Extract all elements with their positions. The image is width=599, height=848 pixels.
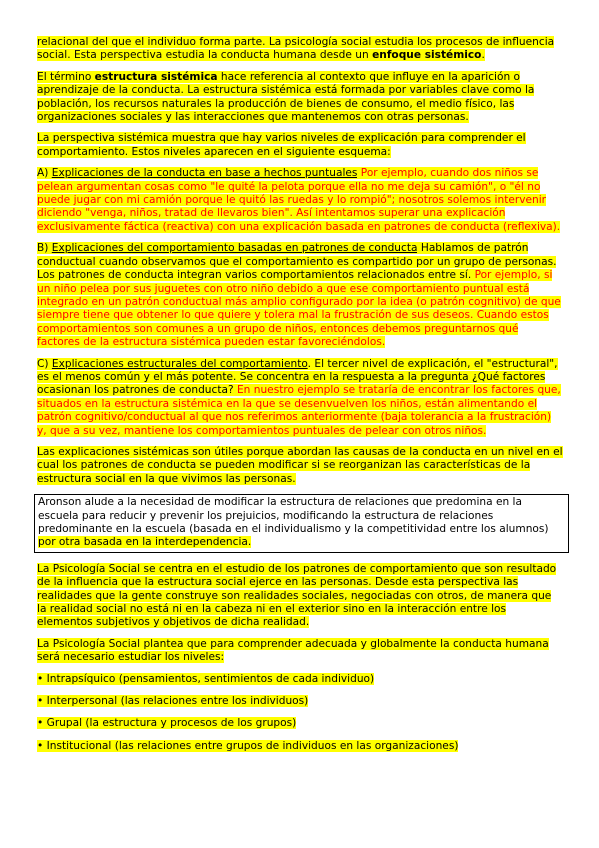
bullet-item bbox=[37, 717, 564, 730]
paragraph-psicologia-social bbox=[37, 563, 564, 630]
pa-prefix: A) bbox=[37, 167, 52, 180]
bullet-item bbox=[37, 673, 564, 686]
bullet-interpersonal: • Interpersonal (las relaciones entre los individuos) bbox=[37, 695, 309, 708]
p1-text: relacional del que el individuo forma parte. La psicología social estudia los procesos de influencia social. Esta perspectiva estudia la conducta humana desde un bbox=[37, 36, 555, 62]
document-page bbox=[37, 36, 564, 762]
pa-heading: Explicaciones de la conducta en base a hechos puntuales bbox=[51, 167, 358, 180]
paragraph-niveles bbox=[37, 132, 564, 159]
pb-example: Por ejemplo, si un niño pelea por sus juguetes con otro niño debido a que ese comportamiento puntual está integrado en un patrón conductual más amplio configurado por la idea (o patrón cognitivo) de que siempre tiene que obtener lo que quiere y tolera mal la frustración de sus deseos. Cuando estos comportamientos son comunes a un grupo de niños, entonces debemos preguntarnos qué factores de la estructura sistémica pueden estar favoreciéndolos. bbox=[37, 269, 561, 349]
pb-text: Hablamos de patrón conductual cuando observamos que el comportamiento es compartido por un grupo de personas. Los patrones de conducta integran varios comportamientos relacionados entre sí. bbox=[37, 242, 557, 282]
pc-heading: Explicaciones estructurales del comportamiento bbox=[51, 357, 308, 370]
pb-heading: Explicaciones del comportamiento basadas en patrones de conducta bbox=[51, 242, 418, 255]
p5-text: La Psicología Social se centra en el estudio de los patrones de comportamiento que son resultado de la influencia que la estructura social ejerce en las personas. Desde esta perspectiva las realidades que la gente construye son realidades sociales, negociadas con otros, de manera que la realidad social no está ni en la cabeza ni en el exterior sino en la interacción entre los elementos subjetivos y objetivos de dicha realidad. bbox=[37, 562, 557, 629]
paragraph-nivel-b bbox=[37, 242, 564, 349]
paragraph-enfoque-sistemico bbox=[37, 36, 564, 63]
pc-text: . El tercer nivel de explicación, el "estructural", es el menos común y el más potente. Se concentra en la respuesta a la pregunta ¿Qué factores ocasionan los patrones de conducta? bbox=[37, 357, 558, 397]
paragraph-niveles-estudio bbox=[37, 638, 564, 665]
paragraph-nivel-c bbox=[37, 358, 564, 438]
box-text: Aronson alude a la necesidad de modificar la estructura de relaciones que predomina en la escuela para reducir y prevenir los prejuicios, modificando la estructura de relaciones predominante en la escuela (basada en el individualismo y la competitividad entre los alumnos) bbox=[38, 496, 549, 535]
p1-text-end: . bbox=[481, 49, 485, 62]
p1-bold: enfoque sistémico bbox=[372, 49, 482, 62]
p2-text: El término bbox=[37, 70, 95, 83]
aronson-box bbox=[34, 494, 569, 553]
pb-prefix: B) bbox=[37, 242, 52, 255]
box-highlight: por otra basada en la interdependencia. bbox=[38, 536, 252, 549]
paragraph-nivel-a bbox=[37, 167, 564, 234]
pc-example: En nuestro ejemplo se trataría de encontrar los factores que, situados en la estructura sistémica en la que se desenvuelven los niños, están alimentando el patrón cognitivo/conductual al que nos referimos anteriormente (baja tolerancia a la frustración) y, que a su vez, mantiene los comportamientos puntuales de pelear con otros niños. bbox=[37, 384, 561, 437]
bullet-item bbox=[37, 695, 564, 708]
paragraph-estructura-sistemica bbox=[37, 71, 564, 125]
pa-example: Por ejemplo, cuando dos niños se pelean argumentan cosas como "le quité la pelota porque ella no me deja su camión", o "él no puede jugar con mi camión porque le quitó las ruedas y lo rompió"; nosotros solemos intervenir diciendo "venga, niños, tratad de llevaros bien". Así intentamos superar una explicación exclusivamente fáctica (reactiva) con una explicación basada en patrones de conducta (reflexiva). bbox=[37, 167, 561, 233]
p6-text: La Psicología Social plantea que para comprender adecuada y globalmente la conducta humana será necesario estudiar los niveles: bbox=[37, 637, 549, 664]
p2-bold: estructura sistémica bbox=[94, 70, 218, 83]
p3-text: La perspectiva sistémica muestra que hay varios niveles de explicación para comprender el comportamiento. Estos niveles aparecen en el siguiente esquema: bbox=[37, 132, 526, 158]
p2-text-end: hace referencia al contexto que influye en la aparición o aprendizaje de la conducta. La estructura sistémica está formada por variables clave como la población, los recursos naturales la producción de bienes de consumo, el medio físico, las organizaciones sociales y las interacciones que mantenemos con otras personas. bbox=[37, 70, 535, 124]
bullet-item bbox=[37, 740, 564, 753]
pc-prefix: C) bbox=[37, 357, 52, 370]
paragraph-explicaciones-sistemicas bbox=[37, 446, 564, 486]
bullet-intrapsiquico: • Intrapsíquico (pensamientos, sentimientos de cada individuo) bbox=[37, 672, 375, 685]
bullet-institucional: • Institucional (las relaciones entre grupos de individuos en las organizaciones) bbox=[37, 739, 459, 752]
p4-text: Las explicaciones sistémicas son útiles porque abordan las causas de la conducta en un nivel en el cual los patrones de conducta se pueden modificar si se reorganizan las características de la estructura social en la que vivimos las personas. bbox=[37, 445, 563, 485]
bullet-grupal: • Grupal (la estructura y procesos de los grupos) bbox=[37, 717, 297, 730]
